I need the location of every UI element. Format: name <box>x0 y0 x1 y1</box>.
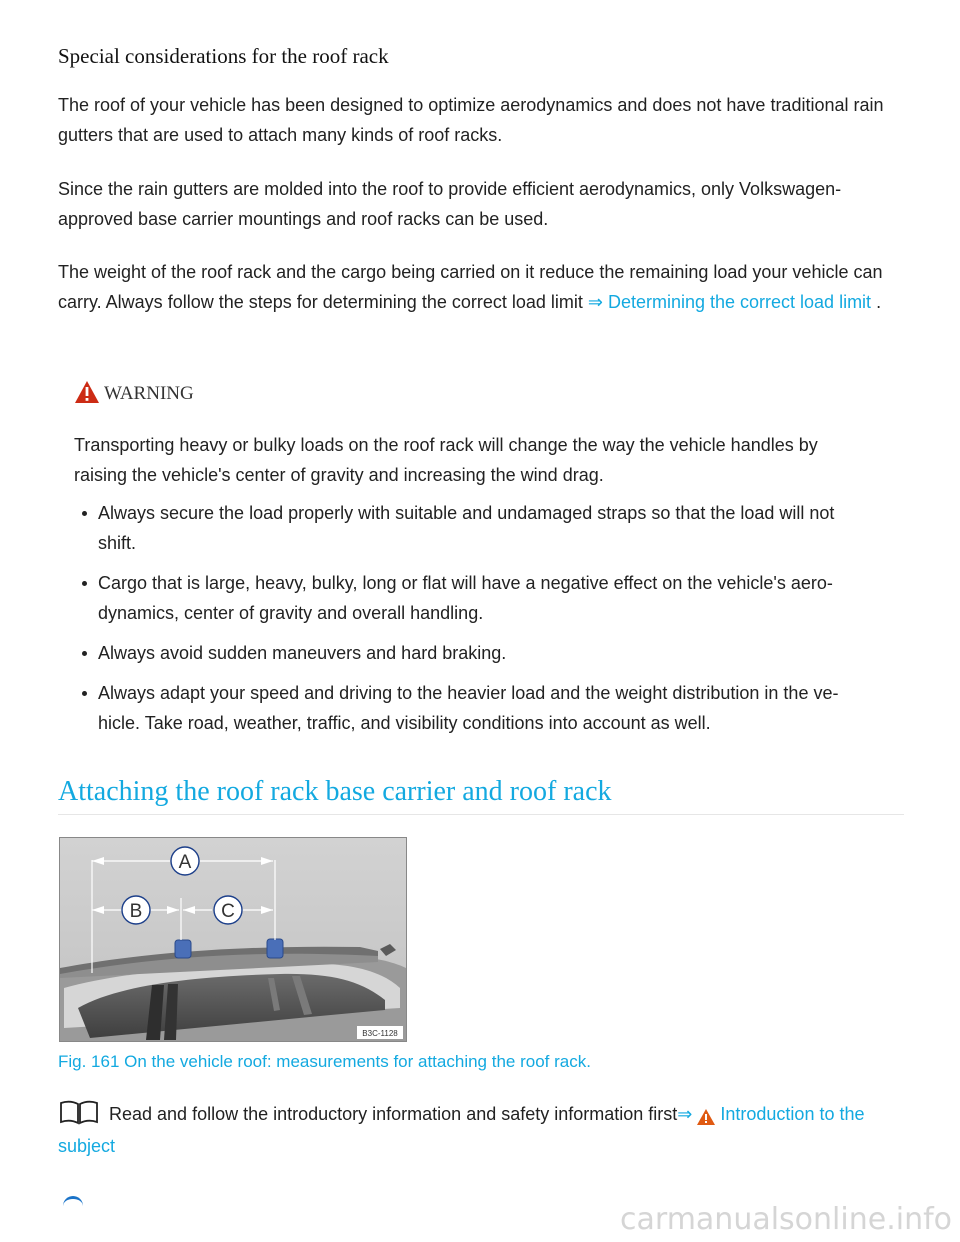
load-limit-link[interactable]: ⇒ Determining the correct load limit <box>587 292 872 312</box>
introduction-link[interactable]: Introduction to the subject <box>58 1104 865 1156</box>
warning-list <box>74 498 874 748</box>
read-instructions-paragraph <box>58 1098 904 1162</box>
paragraph-rain-gutters: Since the rain gutters are molded into the roof to provide efficient aerodynamics, only Volkswagen-approved base carrier mountings and roof racks can be used. <box>58 179 842 229</box>
warning-label: WARNING <box>104 383 194 404</box>
warning-item: Cargo that is large, heavy, bulky, long or flat will have a negative effect on the vehicle's aero-dynamics, center of gravity and overall handling. <box>74 568 874 628</box>
roof-rack-illustration <box>60 838 406 1041</box>
label-a: A <box>178 852 192 873</box>
warning-item: Always avoid sudden maneuvers and hard braking. <box>74 638 874 668</box>
page-marker <box>63 1196 83 1209</box>
paragraph-roof-design: The roof of your vehicle has been designed to optimize aerodynamics and does not have traditional rain gutters that are used to attach many kinds of roof racks. <box>58 95 884 145</box>
warning-icon <box>696 1108 716 1126</box>
warning-intro: Transporting heavy or bulky loads on the roof rack will change the way the vehicle handles by raising the vehicle's center of gravity and increasing the wind drag. <box>74 435 818 485</box>
watermark: carmanualsonline.info <box>620 1202 952 1237</box>
paragraph-load-limit <box>58 257 898 317</box>
paragraph-load-limit-end: . <box>871 292 882 312</box>
roof-rack-figure <box>59 837 407 1042</box>
figure-caption: Fig. 161 On the vehicle roof: measurements for attaching the roof rack. <box>58 1052 591 1071</box>
figure-code: B3C-1128 <box>362 1029 398 1038</box>
warning-item: Always adapt your speed and driving to the heavier load and the weight distribution in the ve-hicle. Take road, weather, traffic, and visibility conditions into account as well. <box>74 678 874 738</box>
subheading: Special considerations for the roof rack <box>58 44 389 68</box>
section-heading: Attaching the roof rack base carrier and roof rack <box>58 776 904 815</box>
paragraph-load-limit-text: The weight of the roof rack and the cargo being carried on it reduce the remaining load your vehicle can carry. Always follow the steps for determining the correct load limit <box>58 262 883 312</box>
warning-icon <box>74 380 100 404</box>
book-icon <box>58 1099 100 1125</box>
read-arrow: ⇒ <box>677 1104 693 1124</box>
read-instructions-text: Read and follow the introductory information and safety information first <box>104 1104 678 1124</box>
label-b: B <box>129 901 143 922</box>
label-c: C <box>221 901 235 922</box>
warning-item: Always secure the load properly with suitable and undamaged straps so that the load will not shift. <box>74 498 874 558</box>
